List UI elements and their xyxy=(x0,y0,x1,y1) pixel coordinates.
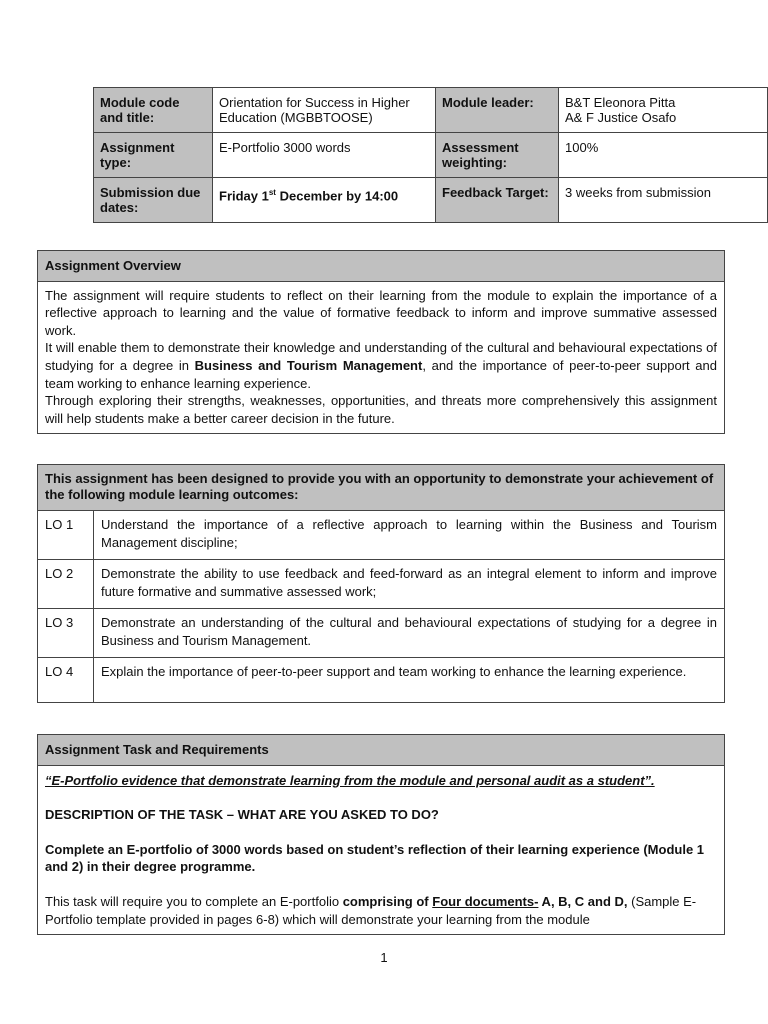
lo-text: Understand the importance of a reflective approach to learning within the Business and Tourism Management discipline; xyxy=(94,511,725,560)
learning-outcomes-section xyxy=(37,464,725,703)
feedback-target-label: Feedback Target: xyxy=(436,178,559,223)
page-number: 1 xyxy=(380,950,388,965)
task-paragraph xyxy=(45,893,717,928)
module-leader-label: Module leader: xyxy=(436,88,559,133)
assessment-weighting-label: Assessment weighting: xyxy=(436,133,559,178)
task-summary: Complete an E-portfolio of 3000 words based on student’s reflection of their learning experience (Module 1 and 2) in their degree programme. xyxy=(45,841,705,875)
task-quote: “E-Portfolio evidence that demonstrate learning from the module and personal audit as a student”. xyxy=(45,772,655,788)
feedback-target-value: 3 weeks from submission xyxy=(559,178,768,223)
text: This task will require you to complete an E-portfolio xyxy=(45,893,343,909)
section-heading: Assignment Overview xyxy=(38,251,724,282)
table-row xyxy=(94,133,768,178)
table-row xyxy=(38,658,724,702)
date-rest: December by 14:00 xyxy=(275,188,399,204)
lo-code: LO 4 xyxy=(38,658,94,702)
lo-text: Demonstrate the ability to use feedback and feed-forward as an integral element to inform and improve future formative and summative assessed work; xyxy=(94,560,725,609)
text: , and the importance of peer-to-peer support and team working to enhance learning experience. xyxy=(45,357,717,391)
assessment-weighting-value: 100% xyxy=(559,133,768,178)
module-leader-value xyxy=(559,88,768,133)
task-body xyxy=(38,766,724,935)
module-leader-line-1: B&T Eleonora Pitta xyxy=(565,95,676,110)
table-row xyxy=(94,178,768,223)
text: A, B, C and D, xyxy=(538,893,628,909)
table-row xyxy=(38,609,724,658)
section-heading: Assignment Task and Requirements xyxy=(38,735,724,766)
table-row xyxy=(94,88,768,133)
assignment-type-value: E-Portfolio 3000 words xyxy=(213,133,436,178)
lo-code: LO 3 xyxy=(38,609,94,658)
assignment-task-section xyxy=(37,734,725,935)
lo-code: LO 1 xyxy=(38,511,94,560)
submission-date-value xyxy=(213,178,436,223)
task-subheading: DESCRIPTION OF THE TASK – WHAT ARE YOU ASKED TO DO? xyxy=(45,807,439,823)
four-documents: Four documents- xyxy=(432,893,539,909)
assignment-type-label: Assignment type: xyxy=(94,133,213,178)
table-row xyxy=(38,511,724,560)
lo-text: Demonstrate an understanding of the cultural and behavioural expectations of studying for a degree in Business and Tourism Management. xyxy=(94,609,725,658)
text: (Sample E-Portfolio template provided in pages 6-8) which will demonstrate your learning from the module xyxy=(45,893,697,927)
overview-body xyxy=(38,282,724,434)
table-row xyxy=(38,560,724,609)
module-info-table xyxy=(93,87,768,223)
learning-outcomes-table xyxy=(38,510,724,702)
assignment-overview-section xyxy=(37,250,725,434)
lo-code: LO 2 xyxy=(38,560,94,609)
degree-name: Business and Tourism Management xyxy=(194,357,423,373)
module-leader-line-2: A& F Justice Osafo xyxy=(565,110,677,125)
submission-date-label: Submission due dates: xyxy=(94,178,213,223)
module-code-label: Module code and title: xyxy=(94,88,213,133)
section-heading: This assignment has been designed to provide you with an opportunity to demonstrate your achievement of the following module learning outcomes: xyxy=(38,465,724,510)
lo-text: Explain the importance of peer-to-peer support and team working to enhance the learning experience. xyxy=(94,658,725,702)
overview-paragraph xyxy=(45,339,717,392)
overview-paragraph: Through exploring their strengths, weaknesses, opportunities, and threats more comprehensively this assignment will help students make a better career decision in the future. xyxy=(45,393,717,426)
text: comprising of xyxy=(342,893,433,909)
date-suffix: st xyxy=(268,188,276,197)
text: It will enable them to demonstrate their knowledge and understanding of the cultural and behavioural expectations of studying for a degree in xyxy=(45,340,717,373)
date-day: Friday 1 xyxy=(219,188,269,204)
module-code-value: Orientation for Success in Higher Education (MGBBTOOSE) xyxy=(213,88,436,133)
overview-paragraph: The assignment will require students to reflect on their learning from the module to explain the importance of a reflective approach to learning and the value of formative feedback to inform and improve summative assessed work. xyxy=(45,287,717,338)
